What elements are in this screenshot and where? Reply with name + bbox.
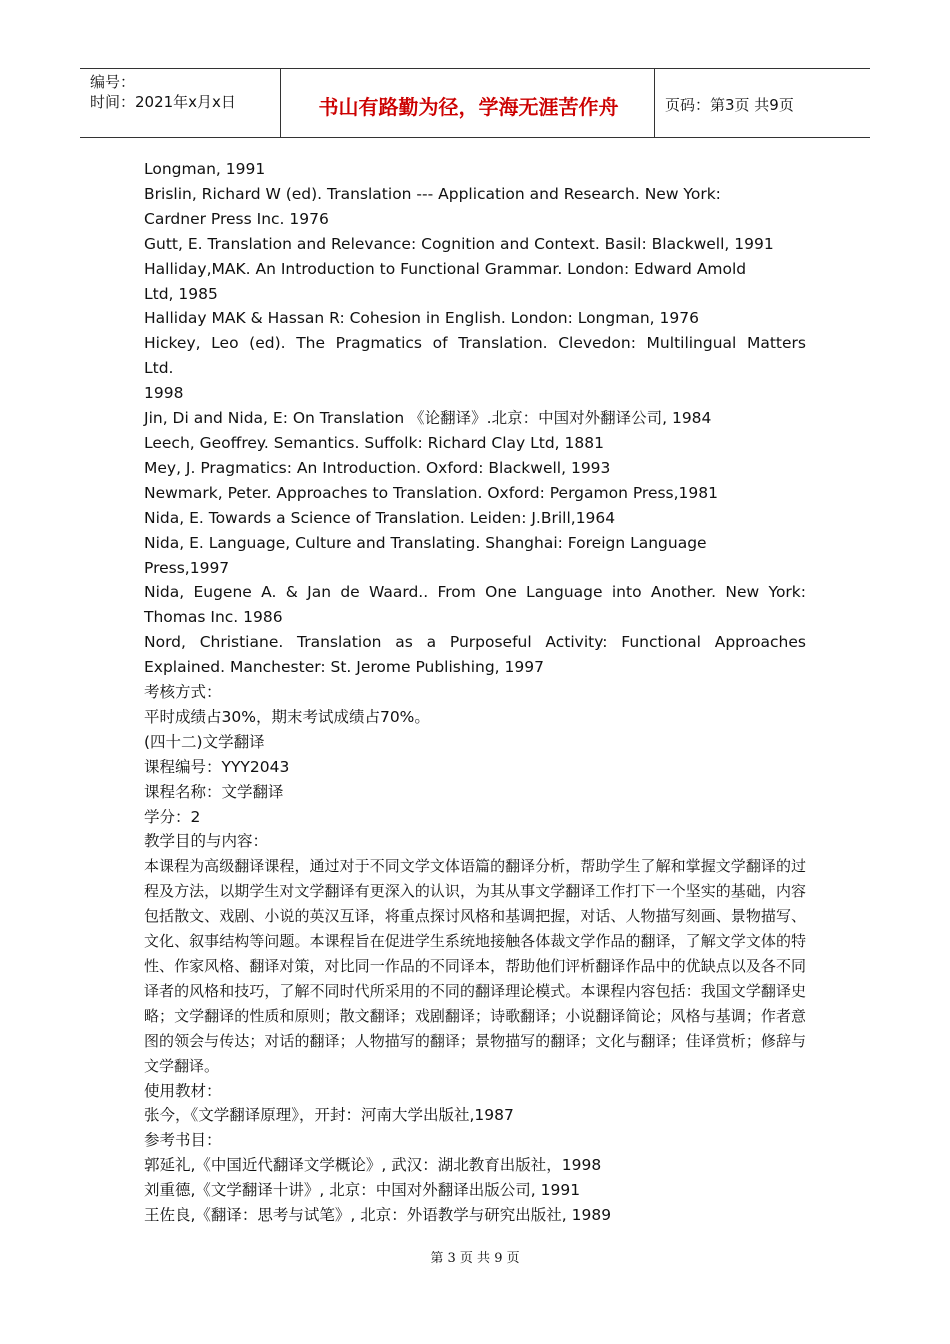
reference-line: Halliday MAK & Hassan R: Cohesion in English. London: Longman, 1976 — [144, 309, 699, 328]
reference-line: Press,1997 — [144, 558, 230, 577]
textbook-entry: 张今，《文学翻译原理》，开封：河南大学出版社,1987 — [144, 1106, 514, 1125]
page-header — [80, 68, 870, 138]
reference-line: Jin, Di and Nida, E: On Translation 《论翻译》.北京：中国对外翻译公司, 1984 — [144, 409, 712, 428]
document-body — [144, 157, 806, 1228]
header-motto: 书山有路勤为径，学海无涯苦作舟 — [318, 95, 619, 119]
reference-line: Mey, J. Pragmatics: An Introduction. Oxford: Blackwell, 1993 — [144, 458, 611, 477]
reference-line: Nida, E. Language, Culture and Translating. Shanghai: Foreign Language — [144, 533, 707, 552]
reference-entry: 王佐良,《翻译：思考与试笔》, 北京：外语教学与研究出版社, 1989 — [144, 1206, 612, 1225]
assessment-text: 平时成绩占30%，期末考试成绩占70%。 — [144, 707, 430, 726]
course-credits: 学分：2 — [144, 807, 201, 826]
course-description: 本课程为高级翻译课程，通过对于不同文学文体语篇的翻译分析，帮助学生了解和掌握文学翻译的过程及方法，以期学生对文学翻译有更深入的认识，为其从事文学翻译工作打下一个坚实的基础，内容包括散文、戏剧、小说的英汉互译，将重点探讨风格和基调把握，对话、人物描写刻画、景物描写、文化、叙事结构等问题。本课程旨在促进学生系统地接触各体裁文学作品的翻译，了解文学文体的特性、作家风格、翻译对策，对比同一作品的不同译本，帮助他们评析翻译作品中的优缺点以及各不同译者的风格和技巧，了解不同时代所采用的不同的翻译理论模式。本课程内容包括：我国文学翻译史略；文学翻译的性质和原则；散文翻译；戏剧翻译；诗歌翻译；小说翻译简论；风格与基调；作者意图的领会与传达；对话的翻译；人物描写的翻译；景物描写的翻译；文化与翻译；佳译赏析；修辞与文学翻译。 — [144, 857, 806, 1075]
reference-line: Hickey, Leo (ed). The Pragmatics of Translation. Clevedon: Multilingual Matters — [144, 334, 806, 353]
reference-line: Halliday,MAK. An Introduction to Functional Grammar. London: Edward Amold — [144, 259, 747, 278]
course-name: 课程名称：文学翻译 — [144, 782, 284, 801]
document-number-label: 编号： — [90, 73, 136, 91]
reference-line: Nida, E. Towards a Science of Translation. Leiden: J.Brill,1964 — [144, 508, 616, 527]
header-meta — [90, 72, 236, 112]
reference-line: Newmark, Peter. Approaches to Translation. Oxford: Pergamon Press,1981 — [144, 483, 718, 502]
reference-line: Brislin, Richard W (ed). Translation --- Application and Research. New York: — [144, 184, 721, 203]
objectives-heading: 教学目的与内容： — [144, 832, 269, 851]
course-title: (四十二)文学翻译 — [144, 732, 265, 751]
header-divider — [280, 69, 281, 137]
reference-line: Nord, Christiane. Translation as a Purposeful Activity: Functional Approaches — [144, 633, 806, 652]
reference-line: Longman, 1991 — [144, 160, 266, 178]
reference-line: Leech, Geoffrey. Semantics. Suffolk: Richard Clay Ltd, 1881 — [144, 433, 604, 452]
reference-entry: 郭延礼,《中国近代翻译文学概论》, 武汉：湖北教育出版社，1998 — [144, 1156, 602, 1175]
references-heading: 参考书目： — [144, 1131, 222, 1150]
header-page-number: 页码：第3页 共9页 — [665, 96, 794, 114]
reference-line: Ltd, 1985 — [144, 284, 218, 303]
reference-line: Nida, Eugene A. & Jan de Waard.. From One Language into Another. New York: — [144, 583, 806, 602]
reference-entry: 刘重德,《文学翻译十讲》, 北京：中国对外翻译出版公司, 1991 — [144, 1181, 581, 1200]
reference-line: 1998 — [144, 384, 184, 403]
reference-line: Ltd. — [144, 359, 174, 378]
reference-line: Thomas Inc. 1986 — [144, 608, 283, 627]
textbook-heading: 使用教材： — [144, 1081, 222, 1100]
reference-line: Cardner Press Inc. 1976 — [144, 209, 329, 228]
course-code: 课程编号：YYY2043 — [144, 757, 290, 776]
header-divider — [654, 69, 655, 137]
document-time-label: 时间：2021年x月x日 — [90, 93, 236, 111]
reference-line: Gutt, E. Translation and Relevance: Cognition and Context. Basil: Blackwell, 1991 — [144, 234, 774, 253]
reference-line: Explained. Manchester: St. Jerome Publishing, 1997 — [144, 658, 544, 677]
page-footer: 第 3 页 共 9 页 — [430, 1251, 520, 1266]
assessment-heading: 考核方式： — [144, 683, 222, 702]
